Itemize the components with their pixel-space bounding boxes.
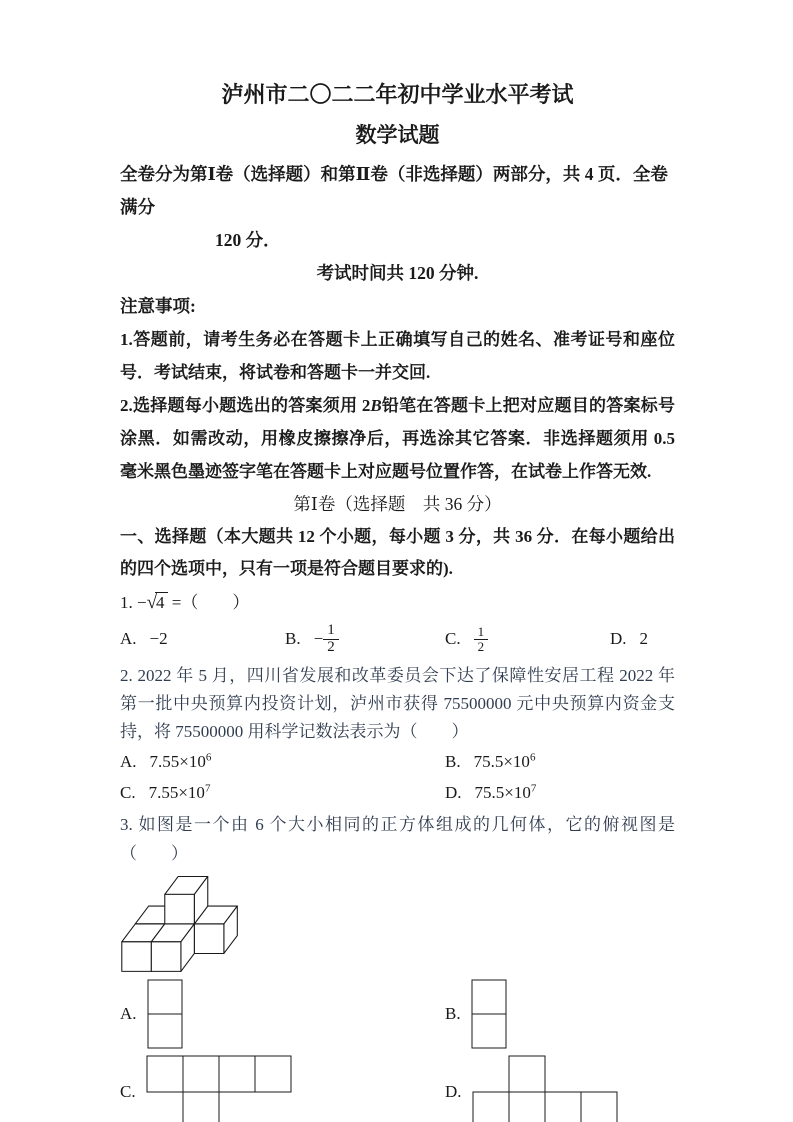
question-2-options-row-1 <box>120 746 675 777</box>
option-c-exponent: 7 <box>204 781 211 794</box>
isometric-cubes-figure <box>120 872 240 973</box>
option-a-label: A. <box>120 1003 137 1023</box>
option-b-value: 75.5×10 <box>473 751 530 771</box>
notice-2-text: 2.选择题每小题选出的答案须用 2 <box>120 396 371 415</box>
q3-option-d-figure <box>472 1055 619 1122</box>
q1-stem-suffix: =（ ） <box>167 593 250 612</box>
q1-radicand: 4 <box>155 592 168 613</box>
q3-option-b-figure <box>471 979 507 1049</box>
option-a-value: −2 <box>149 629 168 649</box>
question-3-stem: 3. 如图是一个由 6 个大小相同的正方体组成的几何体，它的俯视图是（ ） <box>120 814 675 863</box>
question-3-figure <box>120 872 675 973</box>
notice-2-text-continued: 铅笔在答题卡上把对应题目的答案标号涂黑．如需改动，用橡皮擦擦净后，再选涂其它答案．非选择题须用 0.5 毫米黑色墨迹签字笔在答题卡上对应题号位置作答，在试卷上作答无效. <box>120 396 676 481</box>
fraction-numerator: 1 <box>477 624 485 640</box>
option-d-label: D. <box>445 782 462 802</box>
fraction-numerator: 1 <box>327 622 335 638</box>
option-a-label: A. <box>120 629 137 649</box>
q2-option-a <box>120 746 445 777</box>
option-b-exponent: 6 <box>529 750 536 763</box>
q3-option-d <box>445 1055 619 1122</box>
q3-option-a-figure <box>147 979 183 1049</box>
q2-option-d <box>445 777 536 808</box>
option-b-label: B. <box>285 629 301 649</box>
option-c-label: C. <box>445 629 461 649</box>
option-c-label: C. <box>120 782 136 802</box>
question-1-stem <box>120 587 675 619</box>
q2-option-c <box>120 777 445 808</box>
option-d-label: D. <box>610 629 627 649</box>
q1-option-c <box>445 625 610 653</box>
fraction-one-half-small <box>474 625 489 653</box>
notice-item-1: 1.答题前，请考生务必在答题卡上正确填写自己的姓名、准考证号和座位号．考试结束，将试卷和答题卡一并交回. <box>120 330 675 382</box>
q3-option-c-figure <box>146 1055 293 1122</box>
option-c-label: C. <box>120 1081 136 1101</box>
option-c-value: 7.55×10 <box>148 782 205 802</box>
preamble-line-2: 120 分． <box>215 230 281 250</box>
option-b-label: B. <box>445 751 461 771</box>
option-b-label: B. <box>445 1003 461 1023</box>
exam-subtitle: 数学试题 <box>355 123 440 147</box>
fraction-denominator: 2 <box>323 639 339 656</box>
question-3-options-row-2 <box>120 1055 675 1122</box>
q3-option-b <box>445 979 507 1049</box>
option-d-label: D. <box>445 1081 462 1101</box>
exam-title: 泸州市二〇二二年初中学业水平考试 <box>221 82 574 107</box>
pencil-grade-variable-b: B <box>370 396 382 415</box>
q1-option-a <box>120 629 285 649</box>
option-a-value: 7.55×10 <box>149 751 206 771</box>
preamble-line-1: 全卷分为第Ⅰ卷（选择题）和第Ⅱ卷（非选择题）两部分，共 4 页．全卷满分 <box>120 164 668 217</box>
question-2-stem: 2. 2022 年 5 月，四川省发展和改革委员会下达了保障性安居工程 2022 年第一批中央预算内投资计划，泸州市获得 75500000 元中央预算内资金支持，将 75500000 用科学记数法表示为（ ） <box>120 665 675 741</box>
section-1-heading: 第Ⅰ卷（选择题 共 36 分） <box>293 494 502 514</box>
option-d-exponent: 7 <box>530 781 537 794</box>
fraction-one-half <box>323 623 339 656</box>
option-a-exponent: 6 <box>205 750 212 763</box>
q3-option-c <box>120 1055 445 1122</box>
question-3-options-row-1 <box>120 979 675 1049</box>
option-d-value: 2 <box>639 629 649 649</box>
fraction-denominator: 2 <box>474 639 489 654</box>
q1-option-d <box>610 629 648 649</box>
section-1-directions: 一、选择题（本大题共 12 个小题，每小题 3 分，共 36 分．在每小题给出的四个选项中，只有一项是符合题目要求的). <box>120 527 675 578</box>
question-2-options-row-2 <box>120 777 675 808</box>
q1-option-b <box>285 623 445 656</box>
question-1-options <box>120 623 675 656</box>
q2-option-b <box>445 746 535 777</box>
notice-item-2 <box>120 389 675 488</box>
q1-stem-prefix: 1. − <box>120 593 147 612</box>
preamble-line-3: 考试时间共 120 分钟. <box>316 263 479 283</box>
notice-heading: 注意事项: <box>120 296 196 316</box>
sqrt-symbol: √ <box>146 592 158 613</box>
minus-sign: − <box>313 629 324 649</box>
option-d-value: 75.5×10 <box>474 782 531 802</box>
option-a-label: A. <box>120 751 137 771</box>
q3-option-a <box>120 979 445 1049</box>
